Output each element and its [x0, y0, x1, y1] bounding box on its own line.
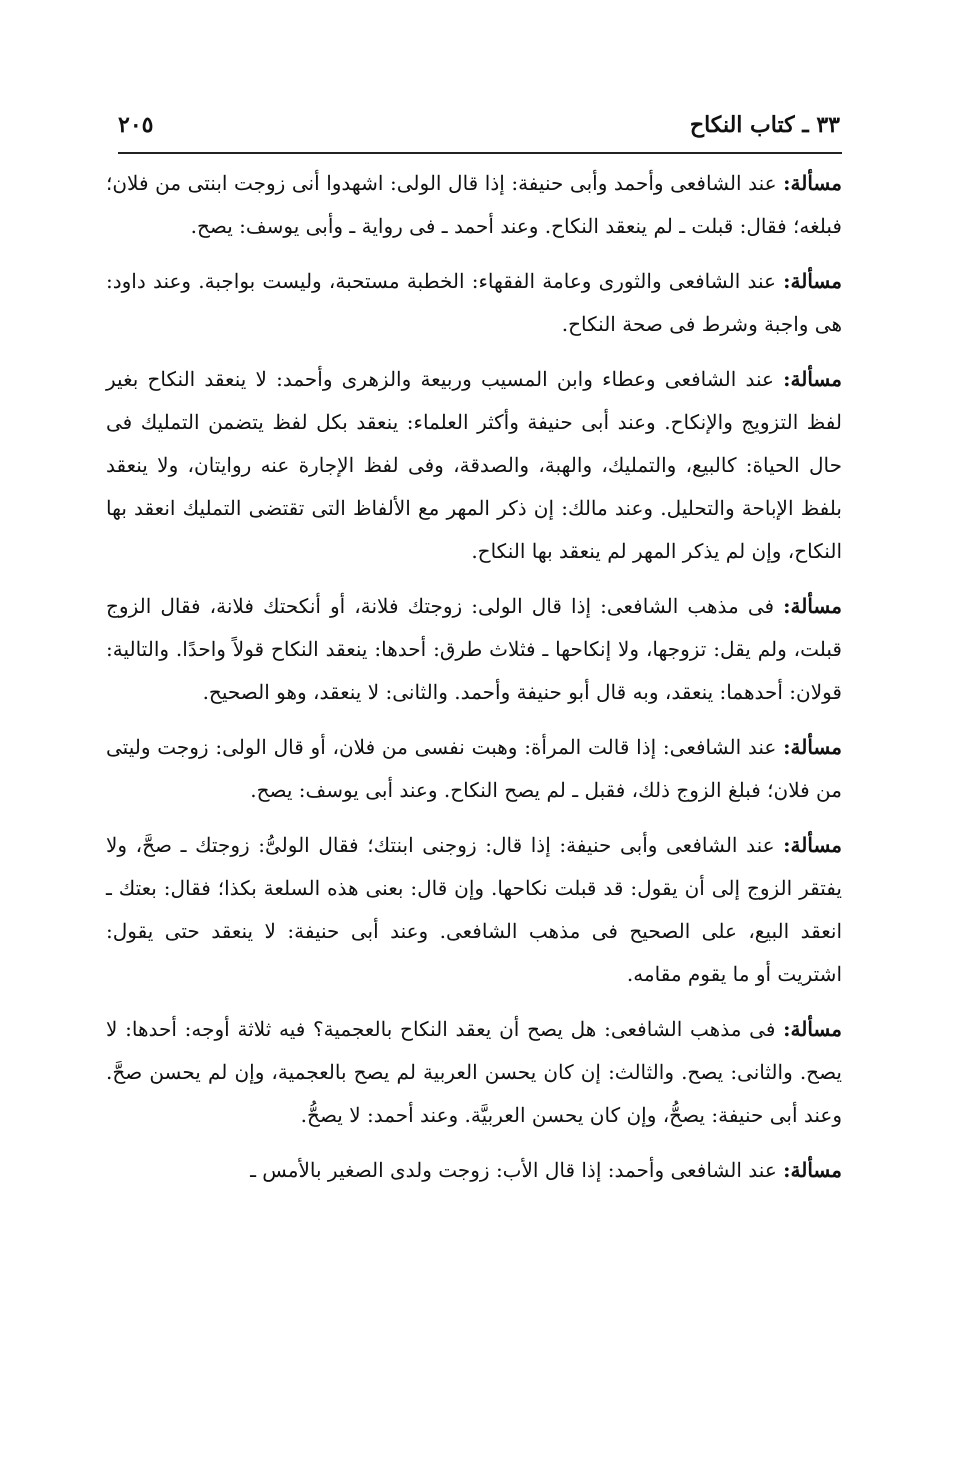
page-number: ٢٠٥ — [118, 112, 154, 138]
masala-paragraph-3 — [106, 358, 842, 573]
masala-paragraph-8 — [106, 1149, 842, 1192]
masala-paragraph-4 — [106, 585, 842, 714]
page-body — [106, 162, 842, 1204]
header-divider — [118, 152, 842, 154]
masala-paragraph-2 — [106, 260, 842, 346]
masala-text: عند الشافعى وأبى حنيفة: إذا قال: زوجنى ابنتك؛ فقال الولىُّ: زوجتك ـ صحَّ، ولا يفتقر الزوج إلى أن يقول: قد قبلت نكاحها. وإن قال: بعنى هذه السلعة بكذا؛ فقال: بعتك ـ انعقد البيع، على الصحيح فى مذهب الشافعى. وعند أبى حنيفة: لا ينعقد حتى يقول: اشتريت أو ما يقوم مقامه. — [106, 833, 842, 986]
masala-text: عند الشافعى وعطاء وابن المسيب وربيعة والزهرى وأحمد: لا ينعقد النكاح بغير لفظ التزويج والإنكاح. وعند أبى حنيفة وأكثر العلماء: ينعقد بكل لفظ يتضمن التمليك فى حال الحياة: كالبيع، والتمليك، والهبة، والصدقة، وفى لفظ الإجارة عنه روايتان، ولا ينعقد بلفظ الإباحة والتحليل. وعند مالك: إن ذكر المهر مع الألفاظ التى تقتضى التمليك انعقد بها النكاح، وإن لم يذكر المهر لم ينعقد بها النكاح. — [106, 367, 842, 563]
masala-text: عند الشافعى وأحمد: إذا قال الأب: زوجت ولدى الصغير بالأمس ـ — [250, 1158, 777, 1182]
masala-text: عند الشافعى وأحمد وأبى حنيفة: إذا قال الولى: اشهدوا أنى زوجت ابنتى من فلان؛ فبلغه؛ فقال: قبلت ـ لم ينعقد النكاح. وعند أحمد ـ فى رواية ـ وأبى يوسف: يصح. — [106, 171, 842, 238]
masala-label: مسألة: — [783, 1017, 842, 1041]
chapter-title: ٣٣ ـ كتاب النكاح — [689, 112, 840, 138]
masala-paragraph-6 — [106, 824, 842, 996]
masala-label: مسألة: — [783, 171, 842, 195]
masala-label: مسألة: — [783, 367, 842, 391]
masala-text: فى مذهب الشافعى: هل يصح أن يعقد النكاح بالعجمية؟ فيه ثلاثة أوجه: أحدها: لا يصح. والثانى: يصح. والثالث: إن كان يحسن العربية لم يصح بالعجمية، وإن لم يحسن صحَّ. وعند أبى حنيفة: يصحُّ، وإن كان يحسن العربيَّة. وعند أحمد: لا يصحُّ. — [106, 1017, 842, 1127]
masala-label: مسألة: — [783, 594, 842, 618]
masala-label: مسألة: — [783, 735, 842, 759]
masala-label: مسألة: — [783, 1158, 842, 1182]
masala-label: مسألة: — [783, 833, 843, 857]
masala-paragraph-7 — [106, 1008, 842, 1137]
masala-paragraph-5 — [106, 726, 842, 812]
masala-paragraph-1 — [106, 162, 842, 248]
masala-label: مسألة: — [783, 269, 842, 293]
masala-text: فى مذهب الشافعى: إذا قال الولى: زوجتك فلانة، أو أنكحتك فلانة، فقال الزوج قبلت، ولم يقل: تزوجها، ولا إنكاحها ـ فثلاث طرق: أحدها: ينعقد النكاح قولاً واحدًا. والتالية: قولان: أحدهما: ينعقد، وبه قال أبو حنيفة وأحمد. والثانى: لا ينعقد، وهو الصحيح. — [106, 594, 842, 704]
page-header — [118, 112, 840, 152]
masala-text: عند الشافعى والثورى وعامة الفقهاء: الخطبة مستحبة، وليست بواجبة. وعند داود: هى واجبة وشرط فى صحة النكاح. — [106, 269, 842, 336]
masala-text: عند الشافعى: إذا قالت المرأة: وهبت نفسى من فلان، أو قال الولى: زوجت وليتى من فلان؛ فبلغ الزوج ذلك، فقبل ـ لم يصح النكاح. وعند أبى يوسف: يصح. — [106, 735, 842, 802]
